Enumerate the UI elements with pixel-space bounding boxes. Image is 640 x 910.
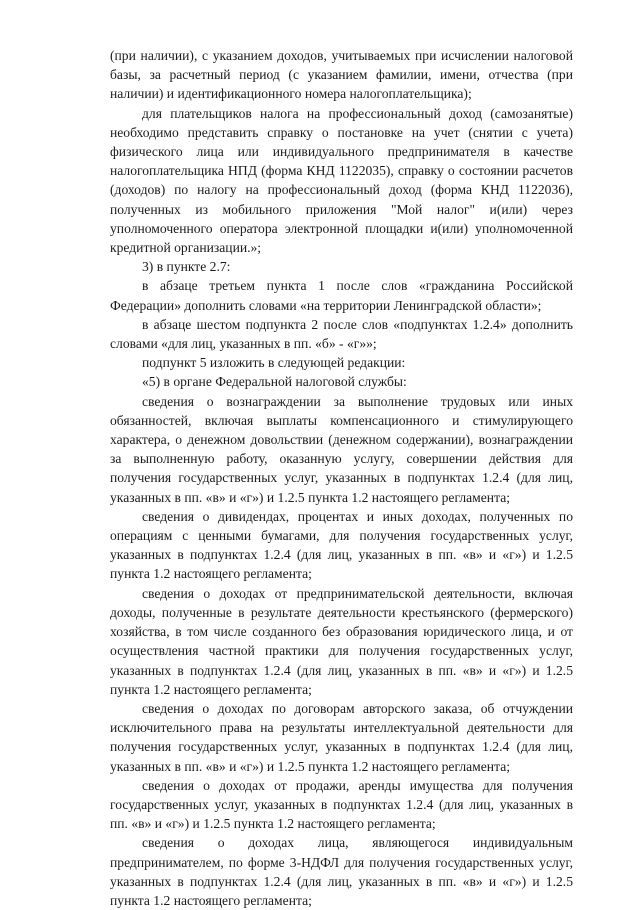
paragraph-continuation: (при наличии), с указанием доходов, учитываемых при исчислении налоговой базы, за расчетный период (с указанием фамилии, имени, отчества (при наличии) и идентификационного номера налогоплательщика); bbox=[110, 48, 573, 102]
paragraph-fns-heading: «5) в органе Федеральной налоговой службы: bbox=[142, 374, 407, 390]
paragraph-amend-p2: в абзаце шестом подпункта 2 после слов «подпунктах 1.2.4» дополнить словами «для лиц, указанных в пп. «б» - «г»»; bbox=[110, 316, 573, 352]
paragraph-self-employed: для плательщиков налога на профессиональный доход (самозанятые) необходимо представить справку о постановке на учет (снятии с учета) физического лица или индивидуального предпринимателя в качестве налогоплательщика НПД (форма КНД 1122035), справку о состоянии расчетов (доходов) по налогу на профессиональный доход (форма КНД 1122036), полученных из мобильного приложения "Мой налог" и(или) через уполномоченного оператора электронной площадки и(или) уполномоченной кредитной организации.»; bbox=[110, 105, 573, 256]
paragraph-property-income: сведения о доходах от продажи, аренды имущества для получения государственных услуг, указанных в подпунктах 1.2.4 (для лиц, указанных в пп. «в» и «г») и 1.2.5 пункта 1.2 настоящего регламента; bbox=[110, 777, 573, 832]
paragraph-subitem-5: подпункт 5 изложить в следующей редакции: bbox=[142, 355, 406, 371]
paragraph-amend-p1: в абзаце третьем пункта 1 после слов «гражданина Российской Федерации» дополнить словами «на территории Ленинградской области»; bbox=[110, 278, 573, 313]
paragraph-3ndfl: сведения о доходах лица, являющегося индивидуальным предпринимателем, по форме 3-НДФЛ для получения государственных услуг, указанных в подпунктах 1.2.4 (для лиц, указанных в пп. «в» и «г») и 1.2.5 пункта 1.2 настоящего регламента; bbox=[110, 835, 573, 908]
paragraph-item-3: 3) в пункте 2.7: bbox=[142, 259, 231, 275]
paragraph-dividends: сведения о дивидендах, процентах и иных доходах, полученных по операциям с ценными бумагами, для получения государственных услуг, указанных в подпунктах 1.2.4 (для лиц, указанных в пп. «в» и «г») и 1.2.5 пункта 1.2 настоящего регламента; bbox=[110, 508, 573, 582]
document-page bbox=[110, 46, 573, 910]
paragraph-author-contracts: сведения о доходах по договорам авторского заказа, об отчуждении исключительного права на результаты интеллектуальной деятельности для получения государственных услуг, указанных в подпунктах 1.2.4 (для лиц, указанных в пп. «в» и «г») и 1.2.5 пункта 1.2 настоящего регламента; bbox=[110, 700, 573, 774]
paragraph-remuneration: сведения о вознаграждении за выполнение трудовых или иных обязанностей, включая выплаты компенсационного и стимулирующего характера, о денежном довольствии (денежном содержании), вознаграждении за выполненную работу, оказанную услугу, совершении действия для получения государственных услуг, указанных в подпунктах 1.2.4 (для лиц, указанных в пп. «в» и «г») и 1.2.5 пункта 1.2 настоящего регламента; bbox=[110, 393, 573, 505]
paragraph-business-income: сведения о доходах от предпринимательской деятельности, включая доходы, полученные в результате деятельности крестьянского (фермерского) хозяйства, в том числе созданного без образования юридического лица, и от осуществления частной практики для получения государственных услуг, указанных в подпунктах 1.2.4 (для лиц, указанных в пп. «в» и «г») и 1.2.5 пункта 1.2 настоящего регламента; bbox=[110, 585, 573, 697]
